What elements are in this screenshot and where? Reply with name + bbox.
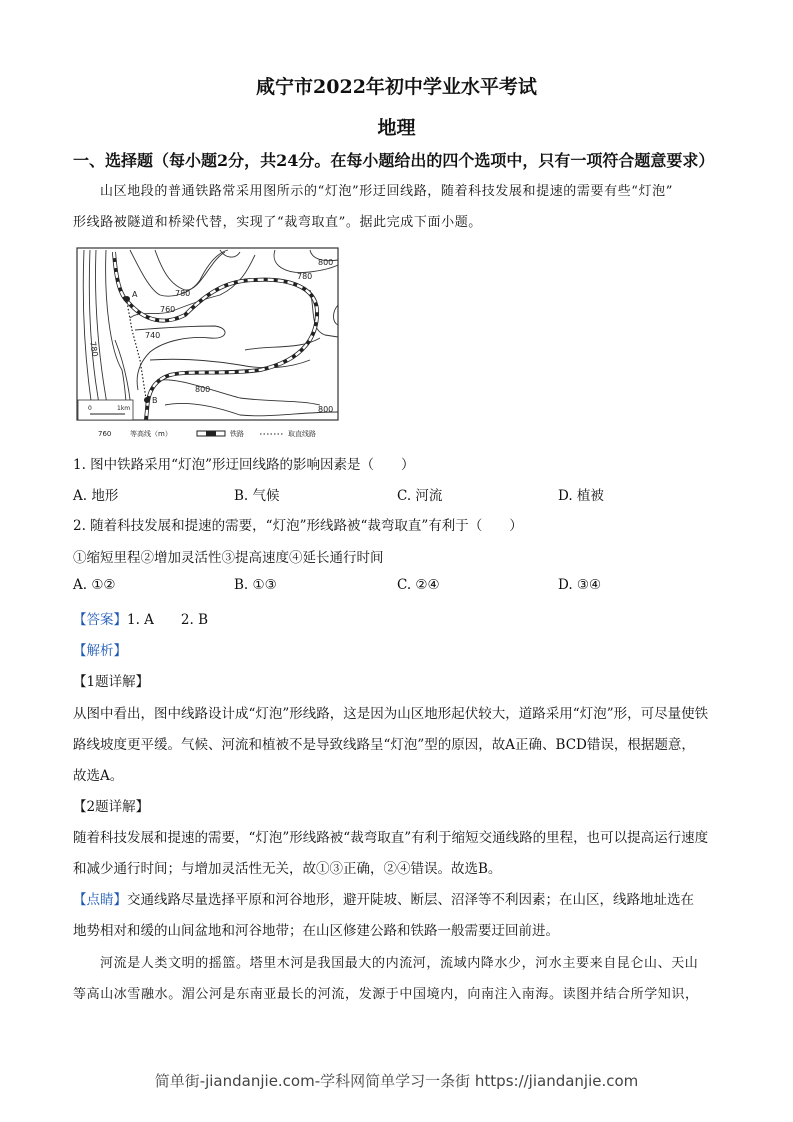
answer-text: 1. A 2. B: [127, 612, 209, 628]
q1-option-c: C. 河流: [397, 488, 443, 504]
detail-2-line: 随着科技发展和提速的需要，“灯泡”形线路被“裁弯取直”有利于缩短交通线路的里程，也可以提高运行速度: [73, 830, 709, 846]
contour-label: 800: [195, 385, 211, 394]
answer-label: 【答案】: [73, 612, 127, 628]
question-1: 1. 图中铁路采用“灯泡”形迂回线路的影响因素是（ ）: [73, 457, 415, 473]
detail-2-label: 【2题详解】: [73, 799, 150, 815]
contour-label: 800: [318, 258, 334, 267]
q1-option-d: D. 植被: [558, 488, 604, 504]
tip-line: 地势相对和缓的山间盆地和河谷地带；在山区修建公路和铁路一般需要迂回前进。: [73, 923, 559, 939]
scale-zero: 0: [88, 405, 92, 412]
intro-line: 形线路被隧道和桥梁代替，实现了“裁弯取直”。据此完成下面小题。: [73, 215, 482, 230]
detail-1-label: 【1题详解】: [73, 674, 150, 690]
legend-straight: 取直线路: [288, 430, 316, 438]
point-b-label: B: [152, 396, 158, 405]
q1-option-a: A. 地形: [73, 488, 119, 504]
answer-line: [73, 608, 208, 628]
contour-label: 740: [145, 331, 161, 340]
legend-railway: 铁路: [230, 430, 244, 438]
subject-title: 地理: [377, 117, 416, 139]
tip-line-wrapper: [73, 888, 694, 908]
next-passage-line: 河流是人类文明的摇篮。塔里木河是我国最大的内流河，流域内降水少，河水主要来自昆仑山、天山: [100, 956, 699, 971]
detail-1-line: 从图中看出，图中线路设计成“灯泡”形线路，这是因为山区地形起伏较大，道路采用“灯泡”形，可尽量使铁: [73, 706, 709, 722]
intro-line: 山区地段的普通铁路常采用图所示的“灯泡”形迂回线路，随着科技发展和提速的需要有些“灯泡”: [100, 184, 673, 199]
analysis-label: 【解析】: [73, 643, 127, 659]
legend-contour-sample: 760: [98, 430, 112, 438]
q2-option-b: B. ①③: [234, 577, 277, 593]
detail-1-line: 路线坡度更平缓。气候、河流和植被不是导致线路呈“灯泡”型的原因，故A正确、BCD错误，根据题意，: [73, 737, 695, 753]
detail-1-line: 故选A。: [73, 768, 124, 784]
question-2: 2. 随着科技发展和提速的需要，“灯泡”形线路被“裁弯取直”有利于（ ）: [73, 518, 523, 534]
q2-option-d: D. ③④: [558, 577, 602, 593]
footer-watermark: 简单街-jiandanjie.com-学科网简单学习一条街 https://jiandanjie.com: [154, 1072, 639, 1090]
exam-title: 咸宁市2022年初中学业水平考试: [256, 76, 537, 98]
contour-label: 760: [160, 305, 176, 314]
q1-option-b: B. 气候: [234, 488, 280, 504]
tip-label: 【点睛】: [73, 892, 127, 908]
next-passage-line: 等高山冰雪融水。湄公河是东南亚最长的河流，发源于中国境内，向南注入南海。读图并结合所学知识，: [73, 987, 699, 1002]
legend-contour: 等高线（m）: [130, 430, 172, 438]
section-heading: 一、选择题（每小题2分，共24分。在每小题给出的四个选项中，只有一项符合题意要求）: [73, 151, 715, 170]
contour-label: 780: [175, 289, 191, 298]
point-a-label: A: [132, 290, 138, 299]
contour-label: 780: [297, 272, 313, 281]
detail-2-line: 和减少通行时间；与增加灵活性无关，故①③正确，②④错误。故选B。: [73, 861, 502, 877]
tip-line: 交通线路尽量选择平原和河谷地形，避开陡坡、断层、沼泽等不利因素；在山区，线路地址选在: [127, 892, 694, 908]
contour-label: 780: [88, 340, 100, 358]
q2-option-a: A. ①②: [73, 577, 116, 593]
contour-label: 800: [318, 405, 334, 414]
scale-km: 1km: [117, 405, 131, 412]
q2-option-c: C. ②④: [397, 577, 440, 593]
q2-statements: ①缩短里程②增加灵活性③提高速度④延长通行时间: [73, 550, 384, 566]
contour-map: [70, 240, 350, 440]
